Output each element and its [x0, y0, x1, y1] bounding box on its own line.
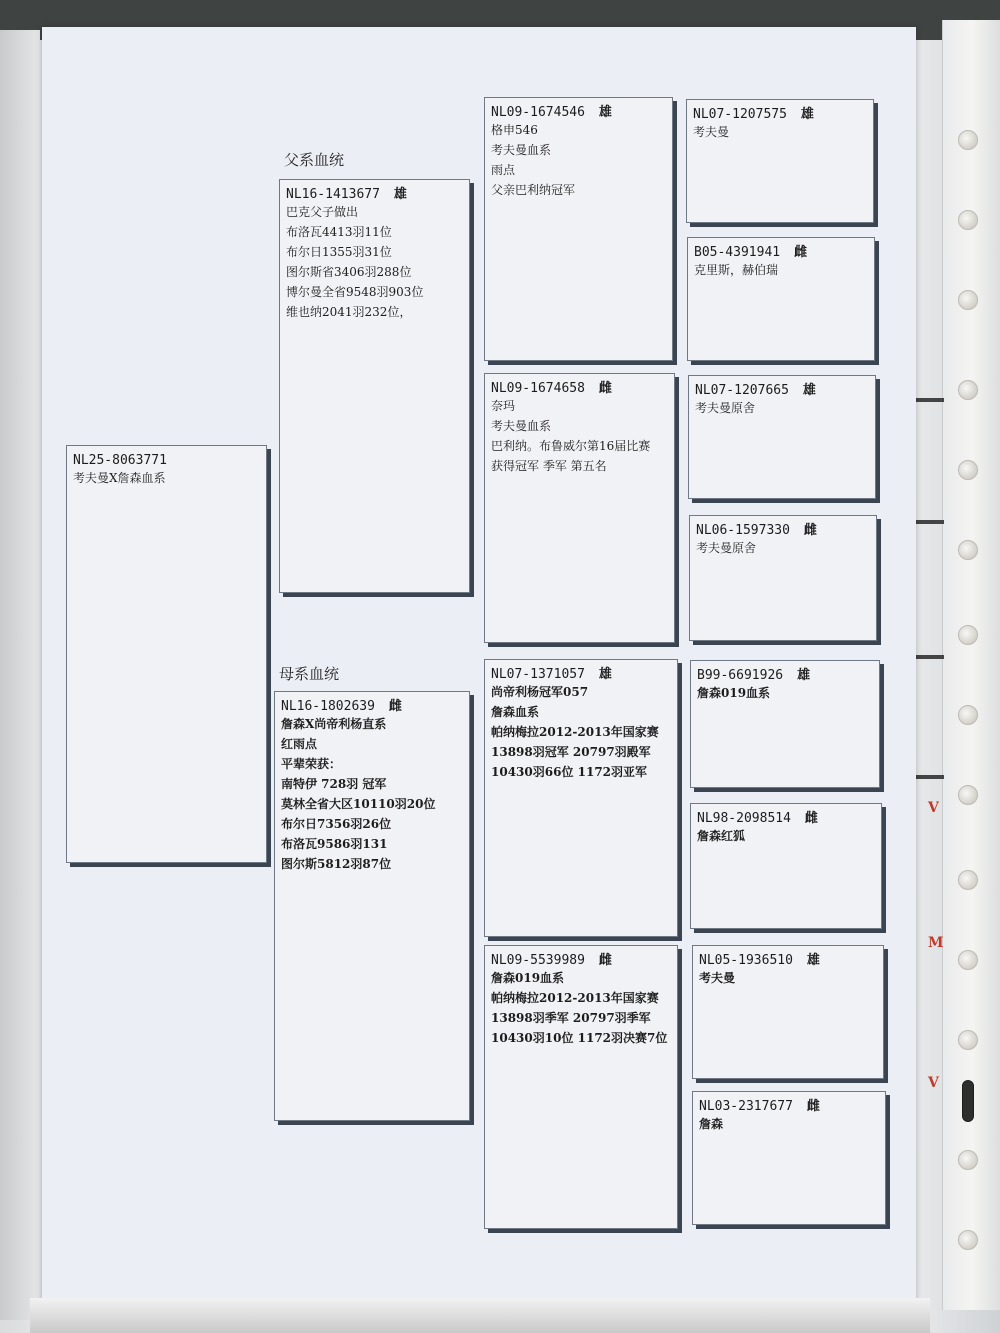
pedigree-box-sire-dam-dam: [689, 515, 877, 641]
sex-label: 雌: [794, 245, 808, 260]
dam-section-label: 母系血统: [279, 665, 340, 683]
sex-label: 雄: [797, 668, 811, 683]
info-line: 克里斯，赫伯瑞: [694, 263, 779, 277]
pedigree-box-subject: [66, 445, 267, 863]
info-line: 红雨点: [281, 737, 318, 751]
info-line: 13898羽冠军 20797羽殿军: [491, 745, 651, 759]
pedigree-box-sire-dam-sire: [688, 375, 876, 499]
punch-hole-icon: [958, 1030, 978, 1050]
info-line: 考夫曼: [693, 125, 730, 139]
info-line: 13898羽季军 20797羽季军: [491, 1011, 651, 1025]
info-line: 考夫曼血系: [491, 419, 552, 433]
edge-mark: [916, 520, 944, 524]
ring-number: NL05-1936510 雄: [699, 953, 820, 968]
info-line: 雨点: [491, 163, 516, 177]
info-line: 考夫曼: [699, 971, 736, 985]
info-line: 平辈荣获：: [281, 757, 342, 771]
sex-label: 雄: [800, 107, 814, 122]
info-line: 布尔日7356羽26位: [281, 817, 392, 831]
punch-hole-icon: [958, 460, 978, 480]
ring-number: NL07-1371057 雄: [491, 667, 612, 682]
pedigree-box-dam-sire: [484, 659, 678, 937]
info-line: 詹森019血系: [697, 686, 771, 700]
punch-hole-icon: [958, 290, 978, 310]
ring-number: NL16-1413677 雄: [286, 187, 407, 202]
info-line: 考夫曼X詹森血系: [73, 471, 166, 485]
info-line: 图尔斯省3406羽288位: [286, 265, 412, 279]
info-line: 詹森血系: [491, 705, 540, 719]
ring-number: NL25-8063771: [73, 453, 167, 468]
stacked-sheets-edge: [30, 1298, 930, 1333]
pedigree-box-dam-sire-dam: [690, 803, 882, 929]
edge-mark: [916, 775, 944, 779]
info-line: 詹森X尚帝利杨直系: [281, 717, 387, 731]
punch-hole-icon: [958, 1150, 978, 1170]
info-line: 南特伊 728羽 冠军: [281, 777, 387, 791]
punch-hole-icon: [958, 210, 978, 230]
punch-hole-icon: [958, 950, 978, 970]
ring-number: NL07-1207665 雄: [695, 383, 816, 398]
info-line: 奈玛: [491, 399, 516, 413]
pedigree-box-dam: [274, 691, 470, 1121]
info-line: 考夫曼原舍: [696, 541, 757, 555]
sex-label: 雌: [806, 1099, 820, 1114]
punch-hole-icon: [958, 380, 978, 400]
pedigree-box-sire-sire-sire: [686, 99, 874, 223]
edge-mark: [916, 655, 944, 659]
pedigree-box-sire: [279, 179, 470, 593]
pedigree-box-dam-dam-sire: [692, 945, 884, 1079]
ring-number: NL09-1674546 雄: [491, 105, 612, 120]
ring-number: NL03-2317677 雌: [699, 1099, 820, 1114]
info-line: 图尔斯5812羽87位: [281, 857, 392, 871]
pedigree-box-dam-dam: [484, 945, 678, 1229]
info-line: 10430羽66位 1172羽亚军: [491, 765, 648, 779]
sex-label: 雌: [598, 953, 612, 968]
punch-hole-icon: [958, 1230, 978, 1250]
info-line: 詹森: [699, 1117, 724, 1131]
info-line: 布尔日1355羽31位: [286, 245, 392, 259]
punch-hole-icon: [958, 870, 978, 890]
sex-label: 雄: [598, 667, 612, 682]
info-line: 布洛瓦9586羽131: [281, 837, 388, 851]
info-line: 布洛瓦4413羽11位: [286, 225, 392, 239]
sex-label: 雌: [803, 523, 817, 538]
ring-number: NL98-2098514 雌: [697, 811, 818, 826]
ring-number: NL09-1674658 雌: [491, 381, 612, 396]
sex-label: 雌: [598, 381, 612, 396]
edge-letter: M: [928, 935, 944, 951]
info-line: 巴克父子做出: [286, 205, 359, 219]
info-line: 莫林全省大区10110羽20位: [281, 797, 436, 811]
sire-section-label: 父系血统: [284, 151, 345, 169]
pedigree-box-dam-dam-dam: [692, 1091, 886, 1225]
info-line: 考夫曼原舍: [695, 401, 756, 415]
info-line: 格申546: [491, 123, 538, 137]
pedigree-box-sire-dam: [484, 373, 675, 643]
ring-number: B99-6691926 雄: [697, 668, 811, 683]
info-line: 詹森019血系: [491, 971, 565, 985]
punch-hole-icon: [958, 785, 978, 805]
ring-number: NL09-5539989 雌: [491, 953, 612, 968]
sex-label: 雄: [598, 105, 612, 120]
ring-number: NL16-1802639 雌: [281, 699, 402, 714]
info-line: 父亲巴利纳冠军: [491, 183, 576, 197]
sex-label: 雌: [388, 699, 402, 714]
punch-hole-icon: [958, 130, 978, 150]
info-line: 获得冠军 季军 第五名: [491, 459, 607, 473]
ring-number: B05-4391941 雌: [694, 245, 808, 260]
pedigree-box-sire-sire-dam: [687, 237, 875, 361]
ring-number: NL07-1207575 雄: [693, 107, 814, 122]
edge-letter: V: [928, 800, 939, 816]
sex-label: 雄: [806, 953, 820, 968]
punch-hole-icon: [958, 625, 978, 645]
sex-label: 雄: [393, 187, 407, 202]
punch-hole-icon: [958, 540, 978, 560]
sex-label: 雌: [804, 811, 818, 826]
info-line: 维也纳2041羽232位，: [286, 305, 412, 319]
info-line: 帕纳梅拉2012-2013年国家赛: [491, 725, 659, 739]
pedigree-box-sire-sire: [484, 97, 673, 361]
edge-letter: V: [928, 1075, 939, 1091]
punch-hole-icon: [962, 1080, 974, 1122]
punch-hole-icon: [958, 705, 978, 725]
sleeve-left-edge: [0, 30, 40, 1320]
pedigree-box-dam-sire-sire: [690, 660, 880, 788]
info-line: 帕纳梅拉2012-2013年国家赛: [491, 991, 659, 1005]
info-line: 巴利纳。布鲁威尔第16届比赛: [491, 439, 651, 453]
info-line: 尚帝利杨冠军057: [491, 685, 589, 699]
sex-label: 雄: [802, 383, 816, 398]
info-line: 詹森红狐: [697, 829, 746, 843]
edge-mark: [916, 398, 944, 402]
pedigree-sheet: [42, 27, 916, 1310]
info-line: 10430羽10位 1172羽决赛7位: [491, 1031, 668, 1045]
ring-number: NL06-1597330 雌: [696, 523, 817, 538]
info-line: 考夫曼血系: [491, 143, 552, 157]
info-line: 博尔曼全省9548羽903位: [286, 285, 424, 299]
